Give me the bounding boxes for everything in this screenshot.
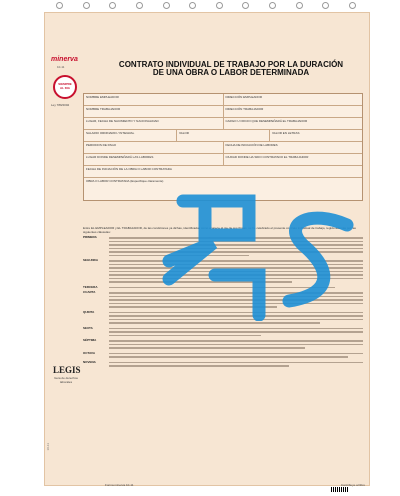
ring-hole (163, 2, 170, 9)
ring-hole (109, 2, 116, 9)
ring-hole (296, 2, 303, 9)
watermark-letter-s-shape (289, 218, 347, 301)
footer-left: Forma minerva 10-11 (105, 483, 134, 487)
form-field[interactable]: LUGAR, FECHA DE NACIMIENTO Y NACIONALIDAD (84, 118, 224, 129)
form-field[interactable]: NOMBRE EMPLEADOR (84, 94, 224, 105)
clause-label: PRIMERA (83, 235, 97, 239)
clause-text-line (109, 335, 261, 337)
clause-block (83, 361, 363, 369)
form-field[interactable]: CIUDAD DONDE HA SIDO CONTRATADO EL TRABAJADOR (225, 155, 309, 159)
publisher-logo: LEGIS (53, 365, 81, 375)
watermark-logo (161, 183, 369, 321)
clause-label: OCTAVA (83, 350, 95, 355)
clause-block (83, 339, 363, 351)
clause-label: CUARTA (83, 290, 96, 294)
brand-code: 10-11 (57, 65, 65, 69)
seal-note: Ley 789/2002 (51, 103, 70, 107)
form-field[interactable]: CARGO U OFICIO QUE DESEMPEÑARÁ EL TRABAJADOR (225, 119, 308, 123)
form-field[interactable]: DIRECCIÓN EMPLEADOR (225, 95, 263, 99)
clause-block (83, 327, 363, 339)
seal-line-1: SIEMPRE (58, 82, 72, 87)
form-field[interactable]: NOMBRE TRABAJADOR (84, 106, 224, 117)
field-row (84, 142, 362, 154)
clause-label: NOVENA (83, 359, 96, 364)
field-row (84, 130, 362, 142)
clause-label: SEXTA (83, 325, 93, 330)
title-line-1: CONTRATO INDIVIDUAL DE TRABAJO POR LA DURACIÓN (118, 60, 344, 69)
ring-hole (242, 2, 249, 9)
clause-text-line (109, 362, 363, 364)
form-field[interactable]: DIRECCIÓN TRABAJADOR (225, 107, 264, 111)
form-field[interactable]: SALARIO ORDINARIO / INTEGRAL (84, 130, 177, 141)
ring-hole (349, 2, 356, 9)
form-field[interactable]: VALOR (177, 130, 270, 141)
binder-rings (56, 2, 356, 12)
ring-hole (136, 2, 143, 9)
form-field[interactable]: FECHA DE INICIACIÓN DE LABORES (225, 143, 278, 147)
form-code-vertical: 10-11 (46, 443, 50, 451)
clause-text-line (109, 356, 348, 358)
clause-label: SEGUNDA (83, 258, 99, 262)
ring-hole (269, 2, 276, 9)
field-row (84, 94, 362, 106)
form-field[interactable]: PERIODOS DE PAGO (84, 142, 224, 153)
field-row (84, 166, 362, 178)
clause-text-line (109, 365, 289, 367)
barcode (331, 487, 349, 492)
always-updated-seal (53, 75, 77, 99)
field-row (84, 154, 362, 166)
watermark-bar-shape (215, 275, 259, 315)
footer-right: Contribuye al libro (340, 483, 365, 487)
watermark-arrow-shape (183, 201, 249, 235)
clause-block (83, 352, 363, 360)
clause-text (109, 361, 363, 369)
form-field[interactable]: VALOR EN LETRAS (272, 131, 300, 135)
brand-logo: minerva (51, 56, 78, 63)
form-field[interactable]: FECHA DE INICIACIÓN DE LA OBRA O LABOR CONTRATADA (86, 167, 172, 171)
contract-intro: Entre EL EMPLEADOR y EL TRABAJADOR, de las condiciones ya dichas, identificados como aparece al pie de sus firmas, se ha celebrado el presente contrato individual de trabajo, regido además por las siguientes cláusulas: (83, 226, 356, 234)
clause-text-line (109, 340, 363, 342)
ring-hole (216, 2, 223, 9)
seal-line-2: AL DIA (60, 86, 70, 90)
form-field[interactable]: OBRA O LABOR CONTRATADA (Especifique claramente) (86, 179, 164, 183)
ring-hole (83, 2, 90, 9)
watermark-chevron-shape (169, 243, 213, 279)
ring-hole (322, 2, 329, 9)
ring-hole (56, 2, 63, 9)
ring-hole (189, 2, 196, 9)
clause-text-line (109, 344, 363, 346)
clause-label: SÉPTIMA (83, 338, 97, 342)
clause-text-line (109, 331, 363, 333)
contract-form (44, 12, 370, 486)
clause-text-line (109, 353, 363, 355)
clause-text-line (109, 328, 363, 330)
clause-text (109, 327, 363, 339)
clause-text (109, 352, 363, 360)
form-footer (105, 483, 365, 487)
clause-text (109, 339, 363, 351)
publisher-tagline: Guía de derechos laborales (54, 376, 78, 384)
form-field[interactable]: LUGAR DONDE DESEMPEÑARÁ LAS LABORES (84, 154, 224, 165)
clause-label: QUINTA (83, 309, 95, 314)
field-row (84, 106, 362, 118)
clause-text-line (109, 347, 305, 349)
clause-label: TERCERA (83, 284, 98, 289)
title-line-2: DE UNA OBRA O LABOR DETERMINADA (152, 68, 310, 78)
clause-text-line (109, 322, 320, 324)
document-title (107, 61, 355, 78)
field-row (84, 118, 362, 130)
